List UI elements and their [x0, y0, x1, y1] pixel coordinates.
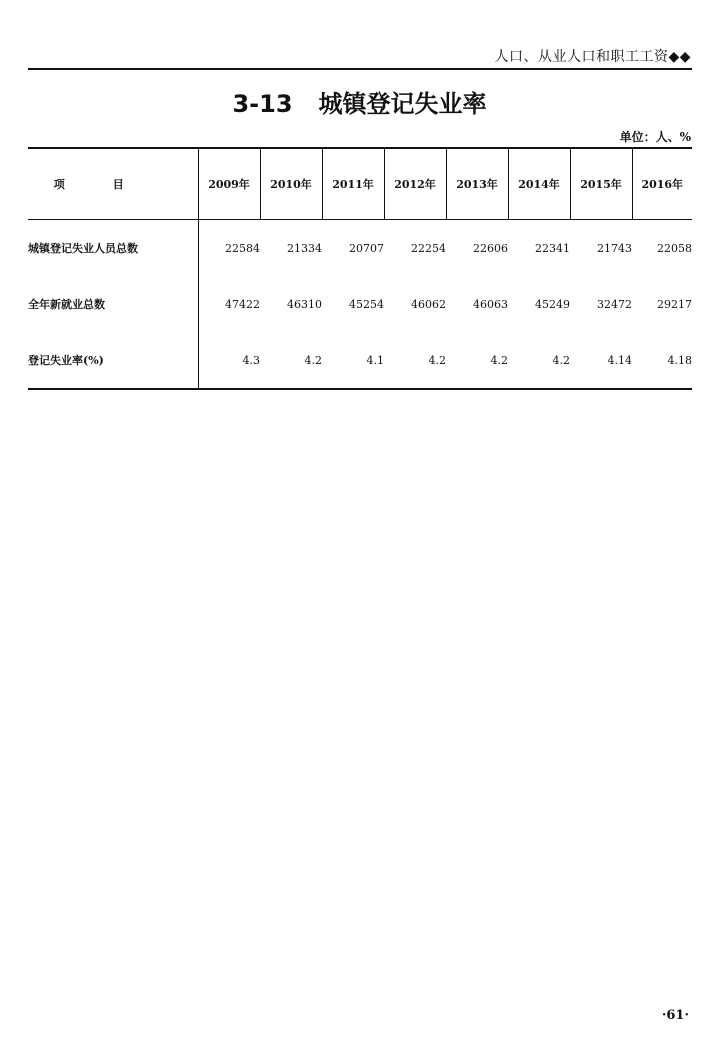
table-cell: 4.2	[260, 332, 322, 389]
table-title	[0, 84, 719, 119]
table-cell: 21334	[287, 241, 322, 255]
year-header: 2016年	[632, 148, 692, 220]
table-cell: 22584	[198, 220, 260, 277]
table-title-text: 城镇登记失业率	[318, 90, 487, 118]
table-row	[28, 332, 692, 389]
header-row	[28, 148, 692, 220]
table-cell: 45254	[349, 297, 384, 311]
table-cell: 46062	[411, 297, 446, 311]
table-cell: 22058	[657, 241, 692, 255]
row-label: 登记失业率(%)	[28, 332, 198, 389]
table-number: 3-13	[232, 90, 293, 118]
item-column-header: 项目	[28, 148, 198, 220]
table-cell: 4.2	[384, 332, 446, 389]
header-rule	[28, 68, 692, 70]
row-label: 全年新就业总数	[28, 298, 105, 311]
year-header: 2015年	[570, 148, 632, 220]
year-header: 2014年	[508, 148, 570, 220]
data-table	[28, 147, 692, 390]
table-cell: 46063	[473, 297, 508, 311]
year-header: 2009年	[198, 148, 260, 220]
table-row	[28, 276, 692, 332]
year-header: 2012年	[384, 148, 446, 220]
table-cell: 29217	[657, 297, 692, 311]
table-cell: 21743	[597, 241, 632, 255]
table-cell: 47422	[198, 276, 260, 332]
table-cell: 4.14	[570, 332, 632, 389]
table-cell: 22606	[473, 241, 508, 255]
year-header: 2013年	[446, 148, 508, 220]
table-cell: 32472	[597, 297, 632, 311]
table-cell: 4.18	[632, 332, 692, 389]
table-cell: 22341	[535, 241, 570, 255]
table-cell: 45249	[535, 297, 570, 311]
table-row	[28, 220, 692, 277]
table-cell: 4.2	[446, 332, 508, 389]
table-cell: 22254	[411, 241, 446, 255]
year-header: 2011年	[322, 148, 384, 220]
page-number: ·61·	[661, 1008, 689, 1023]
table-cell: 4.2	[508, 332, 570, 389]
unit-note: 单位：人、%	[619, 130, 691, 144]
running-header: 人口、从业人口和职工工资◆◆	[494, 49, 691, 65]
table-cell: 4.1	[322, 332, 384, 389]
table-cell: 4.3	[198, 332, 260, 389]
row-label: 城镇登记失业人员总数	[28, 242, 138, 255]
table-cell: 46310	[287, 297, 322, 311]
table-cell: 20707	[349, 241, 384, 255]
year-header: 2010年	[260, 148, 322, 220]
